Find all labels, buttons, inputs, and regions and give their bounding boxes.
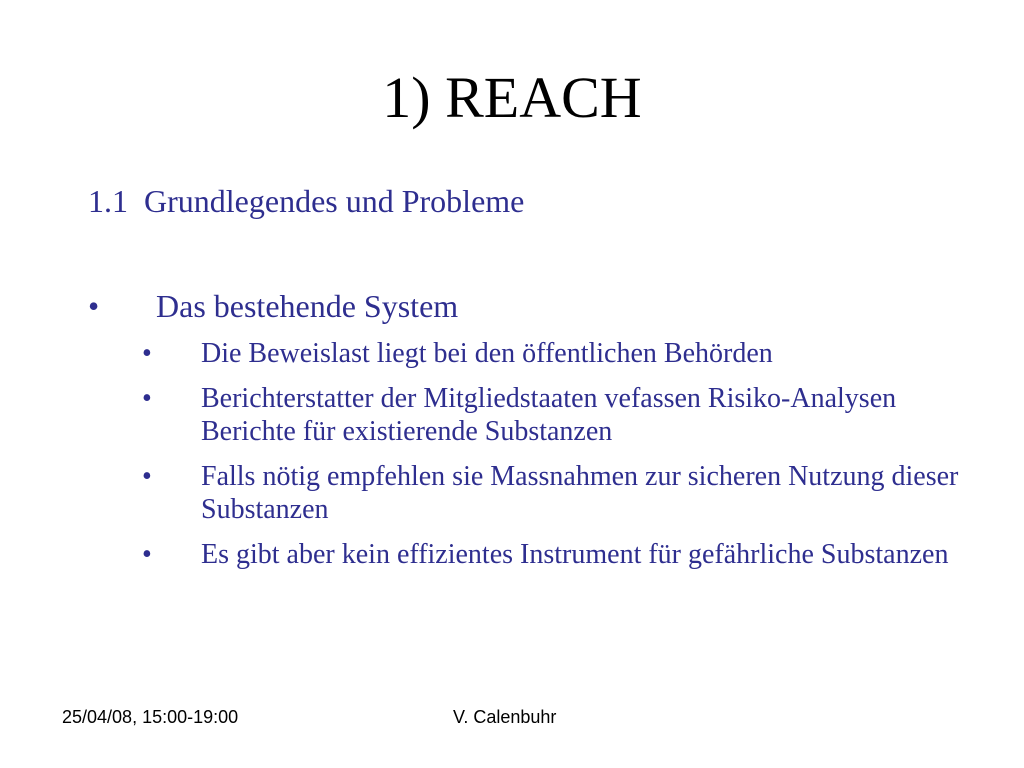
sub-bullet-list <box>142 337 972 583</box>
bullet-icon: • <box>142 338 152 369</box>
sub-bullet-text: Die Beweislast liegt bei den öffentlichen Behörden <box>201 338 773 369</box>
footer-author: V. Calenbuhr <box>453 707 557 727</box>
bullet-icon: • <box>142 539 152 570</box>
main-bullet-item <box>88 285 968 327</box>
sub-bullet-item <box>142 538 972 571</box>
sub-bullet-text: Falls nötig empfehlen sie Massnahmen zur sicheren Nutzung dieser Substanzen <box>201 461 959 525</box>
main-bullet-text: Das bestehende System <box>156 288 459 324</box>
sub-bullet-item <box>142 382 972 448</box>
sub-bullet-item <box>142 460 972 526</box>
slide-title: 1) REACH <box>382 65 642 130</box>
sub-bullet-item <box>142 337 972 370</box>
bullet-icon: • <box>142 461 152 492</box>
footer-date: 25/04/08, 15:00-19:00 <box>62 707 239 727</box>
sub-bullet-text: Berichterstatter der Mitgliedstaaten vefassen Risiko-Analysen Berichte für existierende Substanzen <box>201 383 897 447</box>
sub-bullet-text: Es gibt aber kein effizientes Instrument für gefährliche Substanzen <box>201 539 949 570</box>
bullet-icon: • <box>142 383 152 414</box>
section-subheading: 1.1 Grundlegendes und Probleme <box>88 183 525 219</box>
bullet-icon: • <box>88 288 100 324</box>
